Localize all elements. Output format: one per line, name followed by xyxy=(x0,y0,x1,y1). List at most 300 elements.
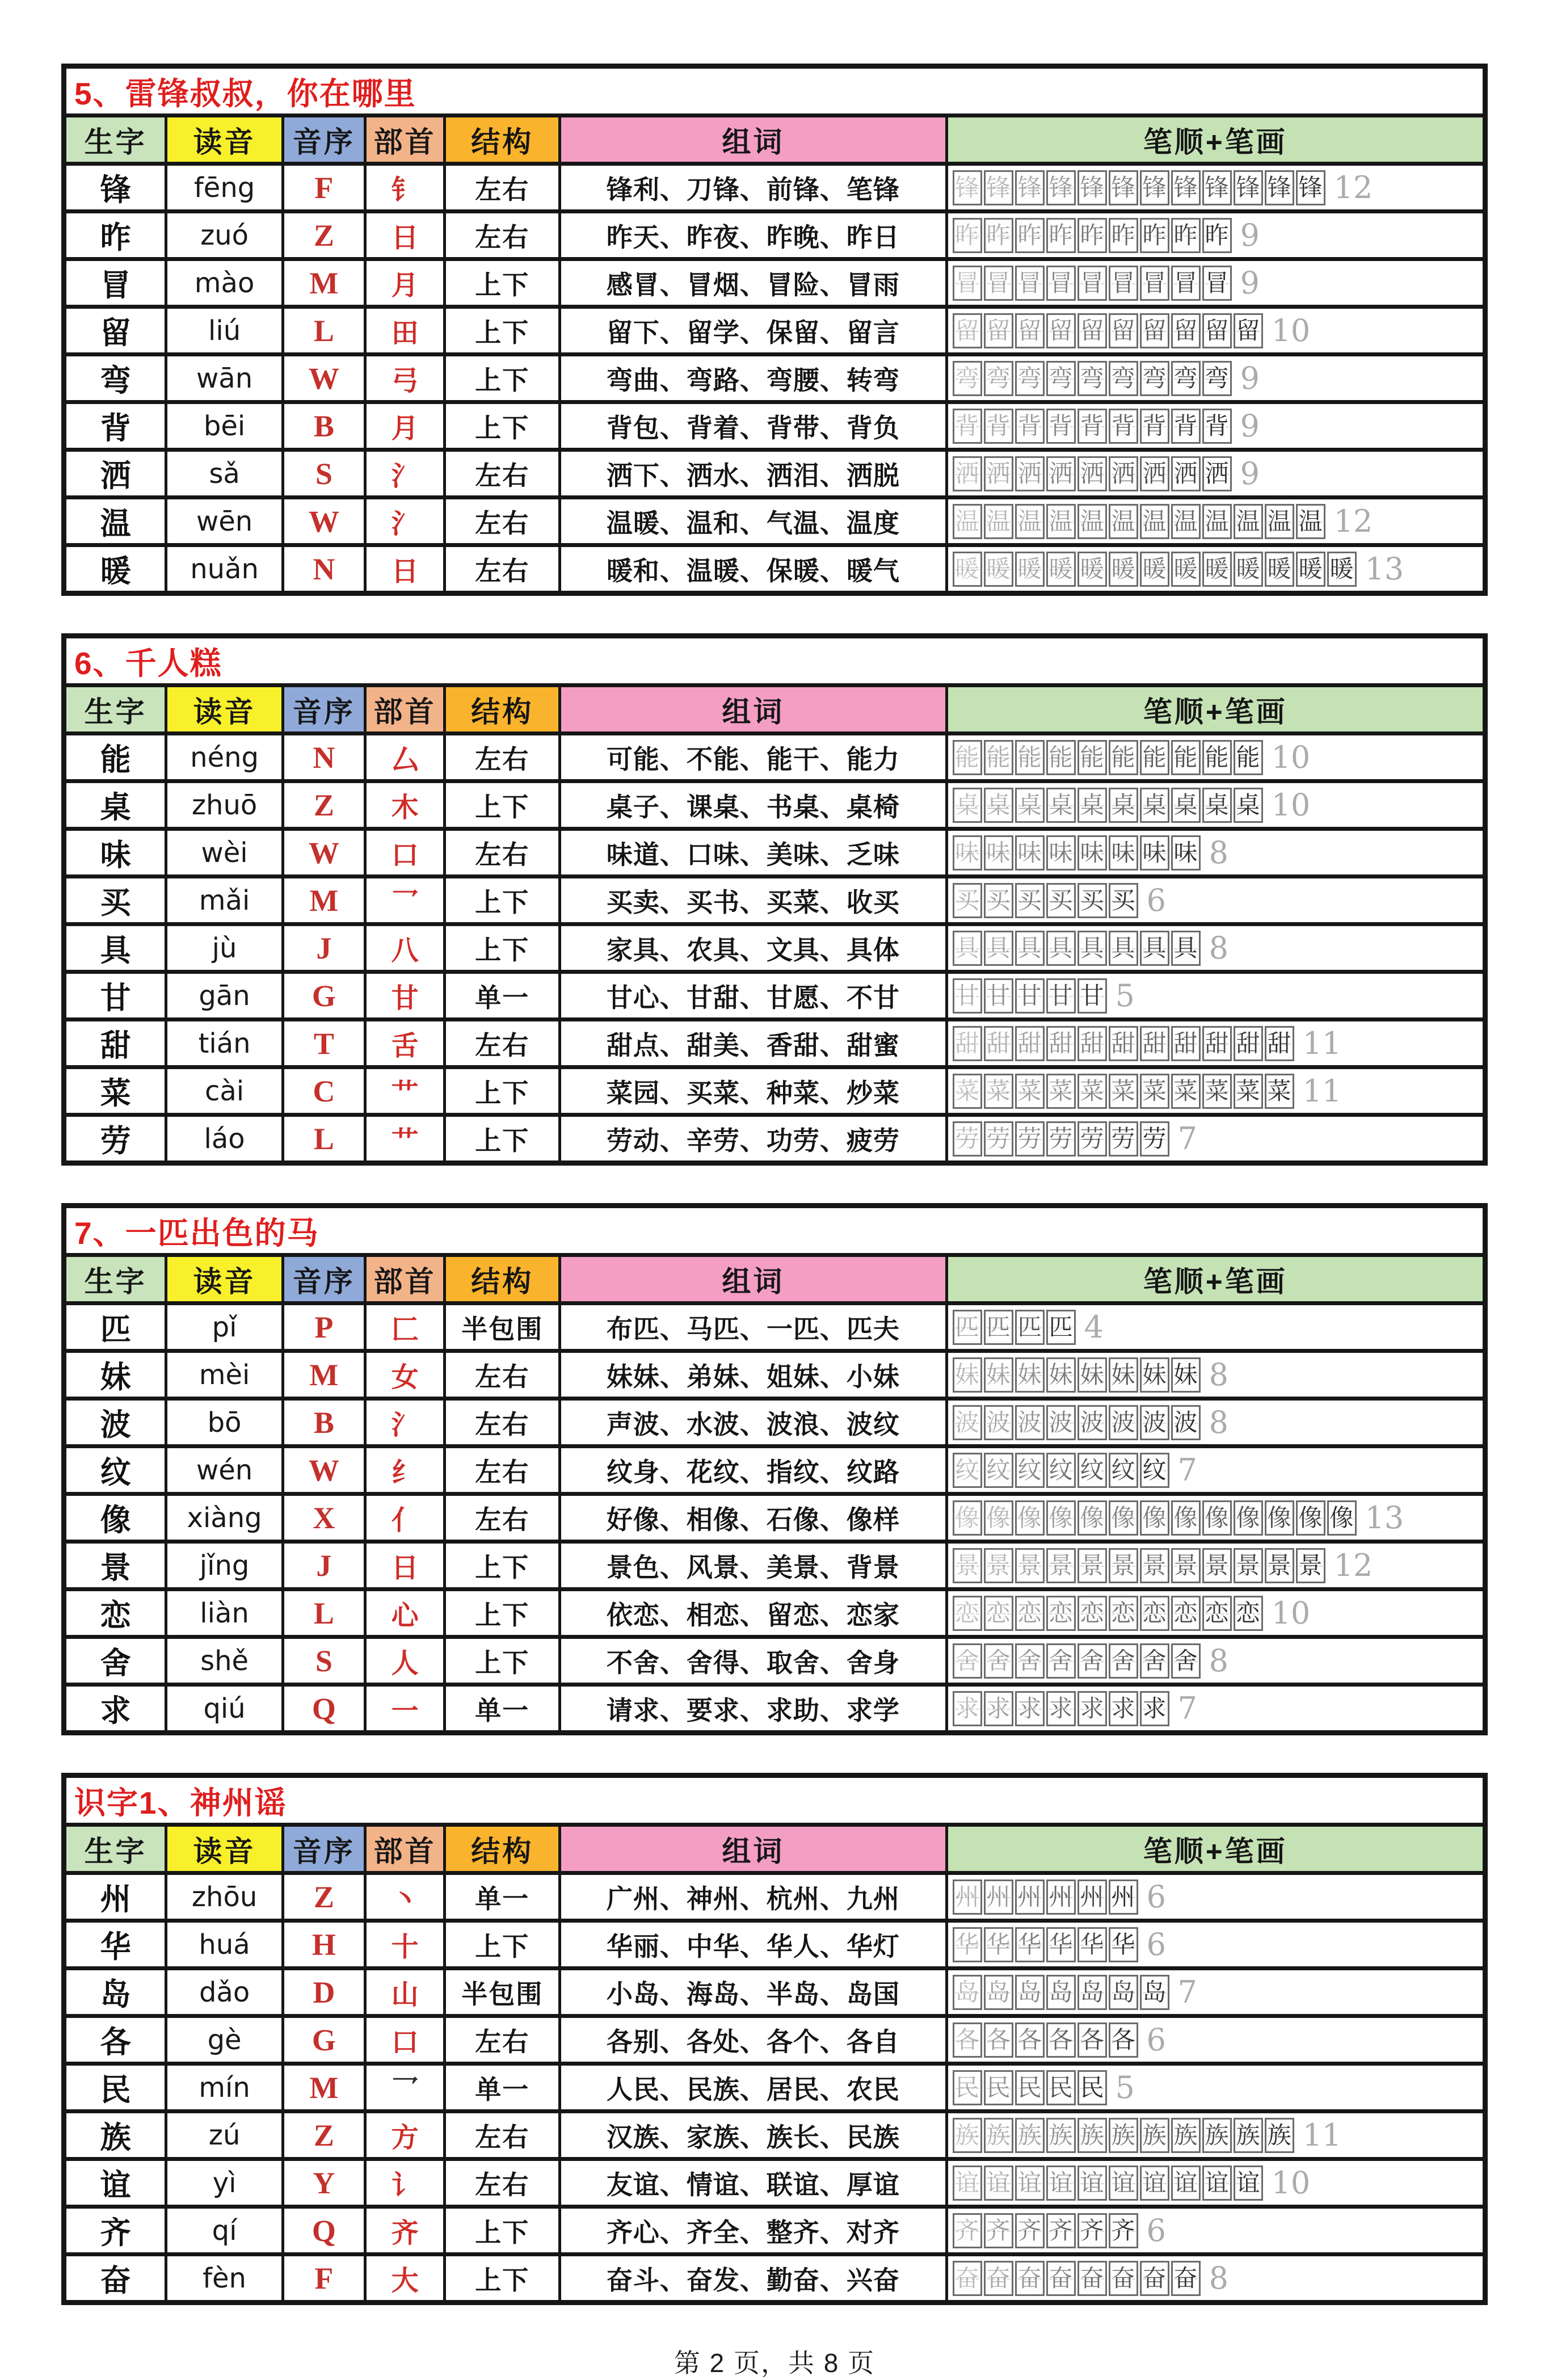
stroke-step-box: 甜 xyxy=(984,1026,1013,1061)
stroke-order-sequence xyxy=(948,785,1483,825)
stroke-step-box: 求 xyxy=(1109,1691,1138,1726)
stroke-step-box: 洒 xyxy=(1109,456,1138,491)
stroke-step-box: 温 xyxy=(953,504,982,539)
vocab-table-body xyxy=(64,1873,1485,2303)
stroke-step-box: 州 xyxy=(984,1879,1013,1915)
stroke-step-box: 甜 xyxy=(1140,1026,1169,1061)
initial-letter-cell: J xyxy=(283,924,365,972)
stroke-step-box: 菜 xyxy=(1202,1074,1232,1109)
stroke-step-box: 谊 xyxy=(1046,2165,1076,2201)
stroke-step-box: 冒 xyxy=(1015,266,1045,301)
stroke-step-box: 像 xyxy=(1171,1500,1201,1536)
initial-letter-cell: M xyxy=(283,1351,365,1399)
stroke-order-cell xyxy=(946,734,1485,781)
column-header-7: 笔顺+笔画 xyxy=(946,1255,1485,1303)
vocab-row xyxy=(64,829,1485,877)
stroke-step-box: 甜 xyxy=(1077,1026,1107,1061)
stroke-order-cell xyxy=(946,1067,1485,1115)
stroke-step-box: 暖 xyxy=(953,552,982,587)
stroke-order-sequence xyxy=(948,737,1483,777)
stroke-step-box: 昨 xyxy=(1077,218,1107,253)
stroke-step-box: 妹 xyxy=(1171,1357,1201,1393)
column-header-5: 结构 xyxy=(445,686,560,734)
stroke-step-box: 像 xyxy=(1140,1500,1169,1536)
stroke-step-box: 族 xyxy=(1140,2118,1169,2153)
stroke-step-box: 桌 xyxy=(1015,788,1045,823)
stroke-count: 6 xyxy=(1146,1927,1166,1962)
stroke-step-box: 背 xyxy=(1077,409,1107,444)
character-cell: 州 xyxy=(64,1873,166,1921)
structure-cell: 单一 xyxy=(445,2064,560,2112)
stroke-step-box: 匹 xyxy=(1015,1310,1045,1345)
stroke-step-box: 弯 xyxy=(1202,361,1232,396)
column-header-1: 生字 xyxy=(64,116,166,164)
stroke-step-box: 纹 xyxy=(1077,1453,1107,1488)
stroke-step-box: 像 xyxy=(1202,1500,1232,1536)
structure-cell: 左右 xyxy=(445,1020,560,1067)
stroke-step-box: 景 xyxy=(1109,1548,1138,1583)
radical-cell: 讠 xyxy=(365,2159,445,2207)
stroke-count: 7 xyxy=(1177,1121,1197,1157)
words-cell: 锋利、刀锋、前锋、笔锋 xyxy=(560,164,946,212)
radical-cell: 口 xyxy=(365,829,445,877)
stroke-order-sequence xyxy=(948,1498,1483,1538)
stroke-step-box: 恋 xyxy=(1077,1596,1107,1631)
words-cell: 汉族、家族、族长、民族 xyxy=(560,2112,946,2159)
stroke-step-box: 像 xyxy=(984,1500,1013,1536)
stroke-step-box: 族 xyxy=(953,2118,982,2153)
vocab-row xyxy=(64,2159,1485,2207)
vocab-row xyxy=(64,972,1485,1020)
stroke-step-box: 纹 xyxy=(1109,1453,1138,1488)
stroke-step-box: 波 xyxy=(1015,1405,1045,1440)
stroke-order-cell xyxy=(946,1542,1485,1590)
stroke-step-box: 奋 xyxy=(1171,2261,1201,2296)
stroke-count: 7 xyxy=(1177,1691,1197,1726)
radical-cell: 日 xyxy=(365,545,445,594)
character-cell: 买 xyxy=(64,877,166,924)
vocab-row xyxy=(64,498,1485,545)
stroke-step-box: 菜 xyxy=(1015,1074,1045,1109)
stroke-step-box: 谊 xyxy=(1077,2165,1107,2201)
stroke-step-box: 暖 xyxy=(1234,552,1263,587)
words-cell: 留下、留学、保留、留言 xyxy=(560,307,946,355)
initial-letter-cell: X xyxy=(283,1494,365,1542)
stroke-step-box: 温 xyxy=(1077,504,1107,539)
stroke-step-box: 背 xyxy=(1109,409,1138,444)
structure-cell: 左右 xyxy=(445,450,560,498)
stroke-step-box: 买 xyxy=(953,883,982,918)
pinyin-cell: wān xyxy=(166,355,283,402)
stroke-order-cell xyxy=(946,2064,1485,2112)
pinyin-cell: zhuō xyxy=(166,781,283,829)
stroke-step-box: 族 xyxy=(1015,2118,1045,2153)
stroke-count: 7 xyxy=(1177,1452,1197,1488)
structure-cell: 左右 xyxy=(445,1399,560,1446)
radical-cell: 心 xyxy=(365,1590,445,1637)
pinyin-cell: yì xyxy=(166,2159,283,2207)
stroke-step-box: 谊 xyxy=(984,2165,1013,2201)
stroke-step-box: 舍 xyxy=(1046,1643,1076,1679)
stroke-step-box: 具 xyxy=(1077,931,1107,966)
structure-cell: 上下 xyxy=(445,924,560,972)
column-header-7: 笔顺+笔画 xyxy=(946,1825,1485,1873)
pinyin-cell: néng xyxy=(166,734,283,781)
pinyin-cell: liàn xyxy=(166,1590,283,1637)
stroke-order-sequence xyxy=(948,2210,1483,2251)
stroke-order-cell xyxy=(946,829,1485,877)
character-cell: 留 xyxy=(64,307,166,355)
stroke-step-box: 匹 xyxy=(1046,1310,1076,1345)
pinyin-cell: cài xyxy=(166,1067,283,1115)
stroke-order-cell xyxy=(946,259,1485,307)
structure-cell: 上下 xyxy=(445,2255,560,2303)
stroke-step-box: 能 xyxy=(984,740,1013,775)
stroke-order-cell xyxy=(946,1115,1485,1163)
stroke-step-box: 舍 xyxy=(1171,1643,1201,1679)
stroke-step-box: 暖 xyxy=(1015,552,1045,587)
initial-letter-cell: S xyxy=(283,450,365,498)
stroke-order-sequence xyxy=(948,928,1483,968)
vocab-row xyxy=(64,1494,1485,1542)
stroke-step-box: 谊 xyxy=(1171,2165,1201,2201)
vocab-row xyxy=(64,402,1485,450)
structure-cell: 上下 xyxy=(445,877,560,924)
stroke-step-box: 弯 xyxy=(1015,361,1045,396)
vocab-row xyxy=(64,1637,1485,1685)
pinyin-cell: fēng xyxy=(166,164,283,212)
stroke-order-sequence xyxy=(948,406,1483,446)
stroke-step-box: 冒 xyxy=(1140,266,1169,301)
stroke-step-box: 华 xyxy=(1015,1927,1045,1962)
words-cell: 人民、民族、居民、农民 xyxy=(560,2064,946,2112)
vocab-row xyxy=(64,355,1485,402)
stroke-step-box: 舍 xyxy=(953,1643,982,1679)
stroke-step-box: 暖 xyxy=(1140,552,1169,587)
radical-cell: 氵 xyxy=(365,1399,445,1446)
structure-cell: 上下 xyxy=(445,1542,560,1590)
vocab-row xyxy=(64,164,1485,212)
stroke-step-box: 弯 xyxy=(1140,361,1169,396)
stroke-step-box: 具 xyxy=(984,931,1013,966)
page-footer xyxy=(61,2343,1488,2380)
pinyin-cell: gān xyxy=(166,972,283,1020)
stroke-step-box: 昨 xyxy=(1171,218,1201,253)
stroke-step-box: 锋 xyxy=(1265,170,1294,205)
initial-letter-cell: N xyxy=(283,734,365,781)
stroke-step-box: 族 xyxy=(1077,2118,1107,2153)
structure-cell: 左右 xyxy=(445,2159,560,2207)
stroke-order-cell xyxy=(946,402,1485,450)
stroke-order-sequence xyxy=(948,501,1483,541)
radical-cell: 月 xyxy=(365,259,445,307)
initial-letter-cell: Z xyxy=(283,212,365,259)
stroke-step-box: 昨 xyxy=(1202,218,1232,253)
pinyin-cell: fèn xyxy=(166,2255,283,2303)
stroke-step-box: 求 xyxy=(984,1691,1013,1726)
stroke-step-box: 具 xyxy=(953,931,982,966)
words-cell: 依恋、相恋、留恋、恋家 xyxy=(560,1590,946,1637)
stroke-step-box: 买 xyxy=(1015,883,1045,918)
vocab-row xyxy=(64,1873,1485,1921)
stroke-step-box: 齐 xyxy=(953,2213,982,2248)
stroke-step-box: 桌 xyxy=(1046,788,1076,823)
stroke-step-box: 谊 xyxy=(1015,2165,1045,2201)
stroke-count: 12 xyxy=(1333,503,1373,539)
vocab-section xyxy=(61,1203,1488,1735)
stroke-step-box: 菜 xyxy=(1077,1074,1107,1109)
stroke-step-box: 洒 xyxy=(984,456,1013,491)
character-cell: 锋 xyxy=(64,164,166,212)
stroke-step-box: 景 xyxy=(953,1548,982,1583)
stroke-step-box: 温 xyxy=(1015,504,1045,539)
stroke-step-box: 各 xyxy=(953,2022,982,2058)
stroke-step-box: 菜 xyxy=(1140,1074,1169,1109)
stroke-order-sequence xyxy=(948,1877,1483,1917)
words-cell: 甘心、甘甜、甘愿、不甘 xyxy=(560,972,946,1020)
vocab-row xyxy=(64,2255,1485,2303)
stroke-step-box: 背 xyxy=(953,409,982,444)
column-header-1: 生字 xyxy=(64,1825,166,1873)
stroke-order-cell xyxy=(946,450,1485,498)
column-header-1: 生字 xyxy=(64,1255,166,1303)
stroke-step-box: 景 xyxy=(1140,1548,1169,1583)
words-cell: 各别、各处、各个、各自 xyxy=(560,2016,946,2064)
character-cell: 弯 xyxy=(64,355,166,402)
stroke-step-box: 菜 xyxy=(1109,1074,1138,1109)
stroke-step-box: 买 xyxy=(984,883,1013,918)
structure-cell: 上下 xyxy=(445,259,560,307)
vocab-table xyxy=(61,1203,1488,1735)
stroke-order-sequence xyxy=(948,1307,1483,1347)
pinyin-cell: bēi xyxy=(166,402,283,450)
words-cell: 感冒、冒烟、冒险、冒雨 xyxy=(560,259,946,307)
stroke-order-sequence xyxy=(948,2067,1483,2108)
stroke-order-sequence xyxy=(948,310,1483,351)
radical-cell: 田 xyxy=(365,307,445,355)
stroke-step-box: 齐 xyxy=(1077,2213,1107,2248)
stroke-step-box: 菜 xyxy=(984,1074,1013,1109)
stroke-step-box: 齐 xyxy=(984,2213,1013,2248)
stroke-count: 9 xyxy=(1240,265,1260,301)
stroke-step-box: 洒 xyxy=(1046,456,1076,491)
vocab-row xyxy=(64,1351,1485,1399)
stroke-step-box: 甜 xyxy=(953,1026,982,1061)
stroke-step-box: 昨 xyxy=(1046,218,1076,253)
table-header-row xyxy=(64,686,1485,734)
stroke-step-box: 甜 xyxy=(1171,1026,1201,1061)
initial-letter-cell: M xyxy=(283,2064,365,2112)
stroke-count: 10 xyxy=(1271,787,1311,823)
radical-cell: 日 xyxy=(365,212,445,259)
stroke-order-cell xyxy=(946,2207,1485,2255)
stroke-step-box: 华 xyxy=(953,1927,982,1962)
stroke-step-box: 劳 xyxy=(953,1121,982,1157)
structure-cell: 上下 xyxy=(445,1067,560,1115)
radical-cell: 山 xyxy=(365,1969,445,2016)
column-header-2: 读音 xyxy=(166,116,283,164)
words-cell: 桌子、课桌、书桌、桌椅 xyxy=(560,781,946,829)
structure-cell: 上下 xyxy=(445,307,560,355)
stroke-step-box: 锋 xyxy=(1140,170,1169,205)
stroke-count: 8 xyxy=(1209,1405,1228,1440)
vocab-row xyxy=(64,1685,1485,1733)
radical-cell: 氵 xyxy=(365,450,445,498)
stroke-step-box: 纹 xyxy=(1046,1453,1076,1488)
stroke-step-box: 像 xyxy=(1046,1500,1076,1536)
words-cell: 小岛、海岛、半岛、岛国 xyxy=(560,1969,946,2016)
stroke-step-box: 背 xyxy=(1171,409,1201,444)
stroke-order-sequence xyxy=(948,167,1483,208)
vocab-row xyxy=(64,1020,1485,1067)
stroke-step-box: 甜 xyxy=(1265,1026,1294,1061)
pinyin-cell: wēn xyxy=(166,498,283,545)
column-header-7: 笔顺+笔画 xyxy=(946,686,1485,734)
stroke-step-box: 甘 xyxy=(1046,978,1076,1014)
pinyin-cell: qiú xyxy=(166,1685,283,1733)
stroke-step-box: 奋 xyxy=(984,2261,1013,2296)
section-title-row xyxy=(64,1206,1485,1255)
stroke-step-box: 暖 xyxy=(1109,552,1138,587)
stroke-step-box: 景 xyxy=(1234,1548,1263,1583)
pinyin-cell: mèi xyxy=(166,1351,283,1399)
initial-letter-cell: Z xyxy=(283,1873,365,1921)
vocab-row xyxy=(64,307,1485,355)
stroke-step-box: 能 xyxy=(1202,740,1232,775)
stroke-order-cell xyxy=(946,877,1485,924)
stroke-step-box: 背 xyxy=(1015,409,1045,444)
stroke-count: 10 xyxy=(1271,2165,1311,2201)
column-header-2: 读音 xyxy=(166,1255,283,1303)
stroke-step-box: 买 xyxy=(1046,883,1076,918)
stroke-step-box: 暖 xyxy=(1077,552,1107,587)
stroke-step-box: 具 xyxy=(1171,931,1201,966)
section-title-row xyxy=(64,636,1485,686)
table-header-row xyxy=(64,1255,1485,1303)
section-title-row xyxy=(64,1776,1485,1825)
vocab-table-body xyxy=(64,1303,1485,1733)
stroke-step-box: 波 xyxy=(953,1405,982,1440)
page-number-text: 第 2 页，共 8 页 xyxy=(674,2348,875,2378)
stroke-step-box: 洒 xyxy=(1202,456,1232,491)
stroke-step-box: 暖 xyxy=(1327,552,1357,587)
structure-cell: 半包围 xyxy=(445,1303,560,1351)
vocab-row xyxy=(64,734,1485,781)
stroke-order-cell xyxy=(946,1590,1485,1637)
vocab-row xyxy=(64,212,1485,259)
radical-cell: 乛 xyxy=(365,2064,445,2112)
stroke-step-box: 谊 xyxy=(953,2165,982,2201)
stroke-step-box: 恋 xyxy=(1140,1596,1169,1631)
stroke-step-box: 洒 xyxy=(1140,456,1169,491)
words-cell: 声波、水波、波浪、波纹 xyxy=(560,1399,946,1446)
stroke-step-box: 桌 xyxy=(953,788,982,823)
words-cell: 甜点、甜美、香甜、甜蜜 xyxy=(560,1020,946,1067)
stroke-step-box: 味 xyxy=(1015,835,1045,871)
stroke-order-sequence xyxy=(948,1450,1483,1490)
initial-letter-cell: Q xyxy=(283,2207,365,2255)
stroke-order-sequence xyxy=(948,358,1483,398)
stroke-count: 8 xyxy=(1209,1357,1228,1393)
stroke-step-box: 冒 xyxy=(1171,266,1201,301)
initial-letter-cell: Q xyxy=(283,1685,365,1733)
stroke-step-box: 岛 xyxy=(1109,1975,1138,2010)
stroke-step-box: 民 xyxy=(953,2070,982,2105)
column-header-6: 组词 xyxy=(560,1255,946,1303)
stroke-step-box: 像 xyxy=(1296,1500,1325,1536)
initial-letter-cell: D xyxy=(283,1969,365,2016)
character-cell: 求 xyxy=(64,1685,166,1733)
radical-cell: 八 xyxy=(365,924,445,972)
stroke-order-sequence xyxy=(948,1545,1483,1586)
section-title-row xyxy=(64,66,1485,116)
stroke-step-box: 族 xyxy=(1202,2118,1232,2153)
stroke-step-box: 弯 xyxy=(1109,361,1138,396)
stroke-step-box: 求 xyxy=(1046,1691,1076,1726)
radical-cell: 十 xyxy=(365,1921,445,1969)
stroke-step-box: 弯 xyxy=(1046,361,1076,396)
structure-cell: 左右 xyxy=(445,212,560,259)
stroke-step-box: 留 xyxy=(1171,313,1201,348)
stroke-step-box: 州 xyxy=(1015,1879,1045,1915)
stroke-order-sequence xyxy=(948,1023,1483,1063)
stroke-step-box: 华 xyxy=(1046,1927,1076,1962)
stroke-step-box: 能 xyxy=(1077,740,1107,775)
vocab-row xyxy=(64,259,1485,307)
stroke-step-box: 恋 xyxy=(953,1596,982,1631)
stroke-step-box: 各 xyxy=(1077,2022,1107,2058)
radical-cell: 艹 xyxy=(365,1067,445,1115)
stroke-step-box: 留 xyxy=(984,313,1013,348)
stroke-step-box: 景 xyxy=(984,1548,1013,1583)
stroke-step-box: 留 xyxy=(1015,313,1045,348)
stroke-step-box: 像 xyxy=(1327,1500,1357,1536)
words-cell: 奋斗、奋发、勤奋、兴奋 xyxy=(560,2255,946,2303)
stroke-step-box: 锋 xyxy=(1077,170,1107,205)
stroke-step-box: 民 xyxy=(984,2070,1013,2105)
stroke-step-box: 谊 xyxy=(1140,2165,1169,2201)
stroke-order-sequence xyxy=(948,1924,1483,1965)
stroke-count: 9 xyxy=(1240,360,1260,396)
vocab-row xyxy=(64,1590,1485,1637)
pinyin-cell: shě xyxy=(166,1637,283,1685)
stroke-step-box: 岛 xyxy=(1015,1975,1045,2010)
stroke-count: 10 xyxy=(1271,313,1311,348)
stroke-step-box: 桌 xyxy=(1077,788,1107,823)
pinyin-cell: zuó xyxy=(166,212,283,259)
stroke-step-box: 恋 xyxy=(1046,1596,1076,1631)
vocab-table-body xyxy=(64,734,1485,1163)
stroke-step-box: 具 xyxy=(1015,931,1045,966)
stroke-step-box: 劳 xyxy=(984,1121,1013,1157)
initial-letter-cell: N xyxy=(283,545,365,594)
stroke-order-sequence xyxy=(948,1402,1483,1443)
words-cell: 家具、农具、文具、具体 xyxy=(560,924,946,972)
vocab-section xyxy=(61,633,1488,1166)
stroke-step-box: 菜 xyxy=(1046,1074,1076,1109)
radical-cell: 人 xyxy=(365,1637,445,1685)
stroke-count: 8 xyxy=(1209,835,1228,871)
vocab-row xyxy=(64,1969,1485,2016)
words-cell: 菜园、买菜、种菜、炒菜 xyxy=(560,1067,946,1115)
vocab-row xyxy=(64,1303,1485,1351)
stroke-step-box: 妹 xyxy=(984,1357,1013,1393)
stroke-step-box: 温 xyxy=(1202,504,1232,539)
vocab-row xyxy=(64,545,1485,594)
vocab-row xyxy=(64,1067,1485,1115)
stroke-step-box: 州 xyxy=(1046,1879,1076,1915)
stroke-order-sequence xyxy=(948,1688,1483,1729)
